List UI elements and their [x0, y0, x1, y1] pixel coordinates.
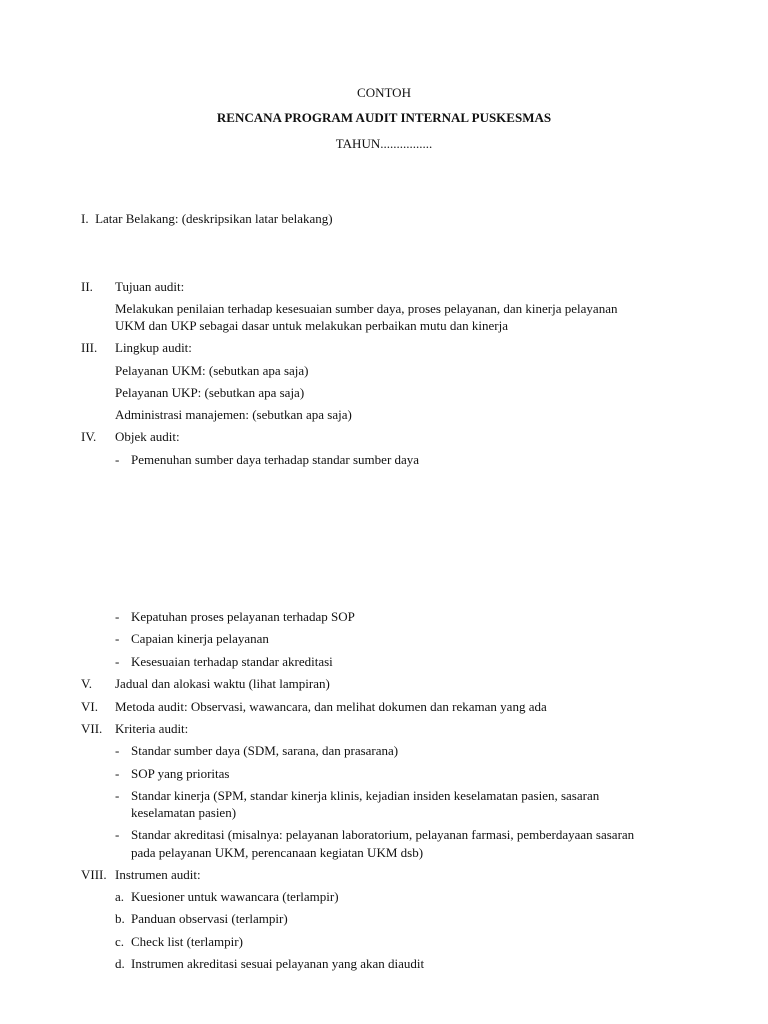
section-2-text-line: UKM dan UKP sebagai dasar untuk melakukan perbaikan mutu dan kinerja: [115, 318, 509, 333]
section-3-item: Administrasi manajemen: (sebutkan apa saja): [115, 407, 352, 422]
section-6-text: Metoda audit: Observasi, wawancara, dan melihat dokumen dan rekaman yang ada: [115, 699, 547, 714]
section-8-number: VIII.: [81, 867, 107, 882]
list-marker: d.: [115, 956, 125, 971]
section-3-item: Pelayanan UKM: (sebutkan apa saja): [115, 363, 309, 378]
section-7-number: VII.: [81, 721, 103, 736]
section-8-item: Check list (terlampir): [131, 934, 243, 949]
section-1-latar-belakang: I. Latar Belakang: (deskripsikan latar belakang): [81, 211, 333, 226]
section-6-number: VI.: [81, 699, 98, 714]
section-5-number: V.: [81, 676, 92, 691]
bullet-dash: -: [115, 654, 120, 669]
section-4-item: Kesesuaian terhadap standar akreditasi: [131, 654, 333, 669]
section-8-item: Instrumen akreditasi sesuai pelayanan yang akan diaudit: [131, 956, 425, 971]
section-5-text: Jadual dan alokasi waktu (lihat lampiran): [115, 676, 330, 691]
list-marker: c.: [115, 934, 125, 949]
section-7-heading: Kriteria audit:: [115, 721, 189, 736]
section-2-number: II.: [81, 279, 93, 294]
year-line: TAHUN................: [335, 136, 433, 151]
contoh-label: CONTOH: [357, 85, 411, 100]
section-8-item: Panduan observasi (terlampir): [131, 911, 288, 926]
bullet-dash: -: [115, 452, 120, 467]
section-4-item: Pemenuhan sumber daya terhadap standar sumber daya: [131, 452, 420, 467]
section-8-heading: Instrumen audit:: [115, 867, 201, 882]
section-7-item: Standar sumber daya (SDM, sarana, dan prasarana): [131, 743, 399, 758]
section-7-item-continuation: pada pelayanan UKM, perencanaan kegiatan UKM dsb): [131, 845, 424, 860]
bullet-dash: -: [115, 827, 120, 842]
section-7-item-continuation: keselamatan pasien): [131, 805, 237, 820]
section-7-item: SOP yang prioritas: [131, 766, 230, 781]
section-4-number: IV.: [81, 429, 97, 444]
section-3-heading: Lingkup audit:: [115, 340, 192, 355]
bullet-dash: -: [115, 609, 120, 624]
list-marker: a.: [115, 889, 125, 904]
bullet-dash: -: [115, 631, 120, 646]
bullet-dash: -: [115, 788, 120, 803]
section-3-number: III.: [81, 340, 98, 355]
section-2-text-line: Melakukan penilaian terhadap kesesuaian sumber daya, proses pelayanan, dan kinerja pelayanan: [115, 301, 618, 316]
bullet-dash: -: [115, 766, 120, 781]
section-2-heading: Tujuan audit:: [115, 279, 185, 294]
section-4-heading: Objek audit:: [115, 429, 180, 444]
section-4-item: Kepatuhan proses pelayanan terhadap SOP: [131, 609, 355, 624]
section-4-item: Capaian kinerja pelayanan: [131, 631, 269, 646]
section-8-item: Kuesioner untuk wawancara (terlampir): [131, 889, 339, 904]
list-marker: b.: [115, 911, 125, 926]
bullet-dash: -: [115, 743, 120, 758]
document-title: RENCANA PROGRAM AUDIT INTERNAL PUSKESMAS: [216, 110, 552, 125]
section-3-item: Pelayanan UKP: (sebutkan apa saja): [115, 385, 305, 400]
section-7-item: Standar akreditasi (misalnya: pelayanan laboratorium, pelayanan farmasi, pemberdayaan sasaran: [131, 827, 635, 842]
section-7-item: Standar kinerja (SPM, standar kinerja klinis, kejadian insiden keselamatan pasien, sasaran: [131, 788, 600, 803]
